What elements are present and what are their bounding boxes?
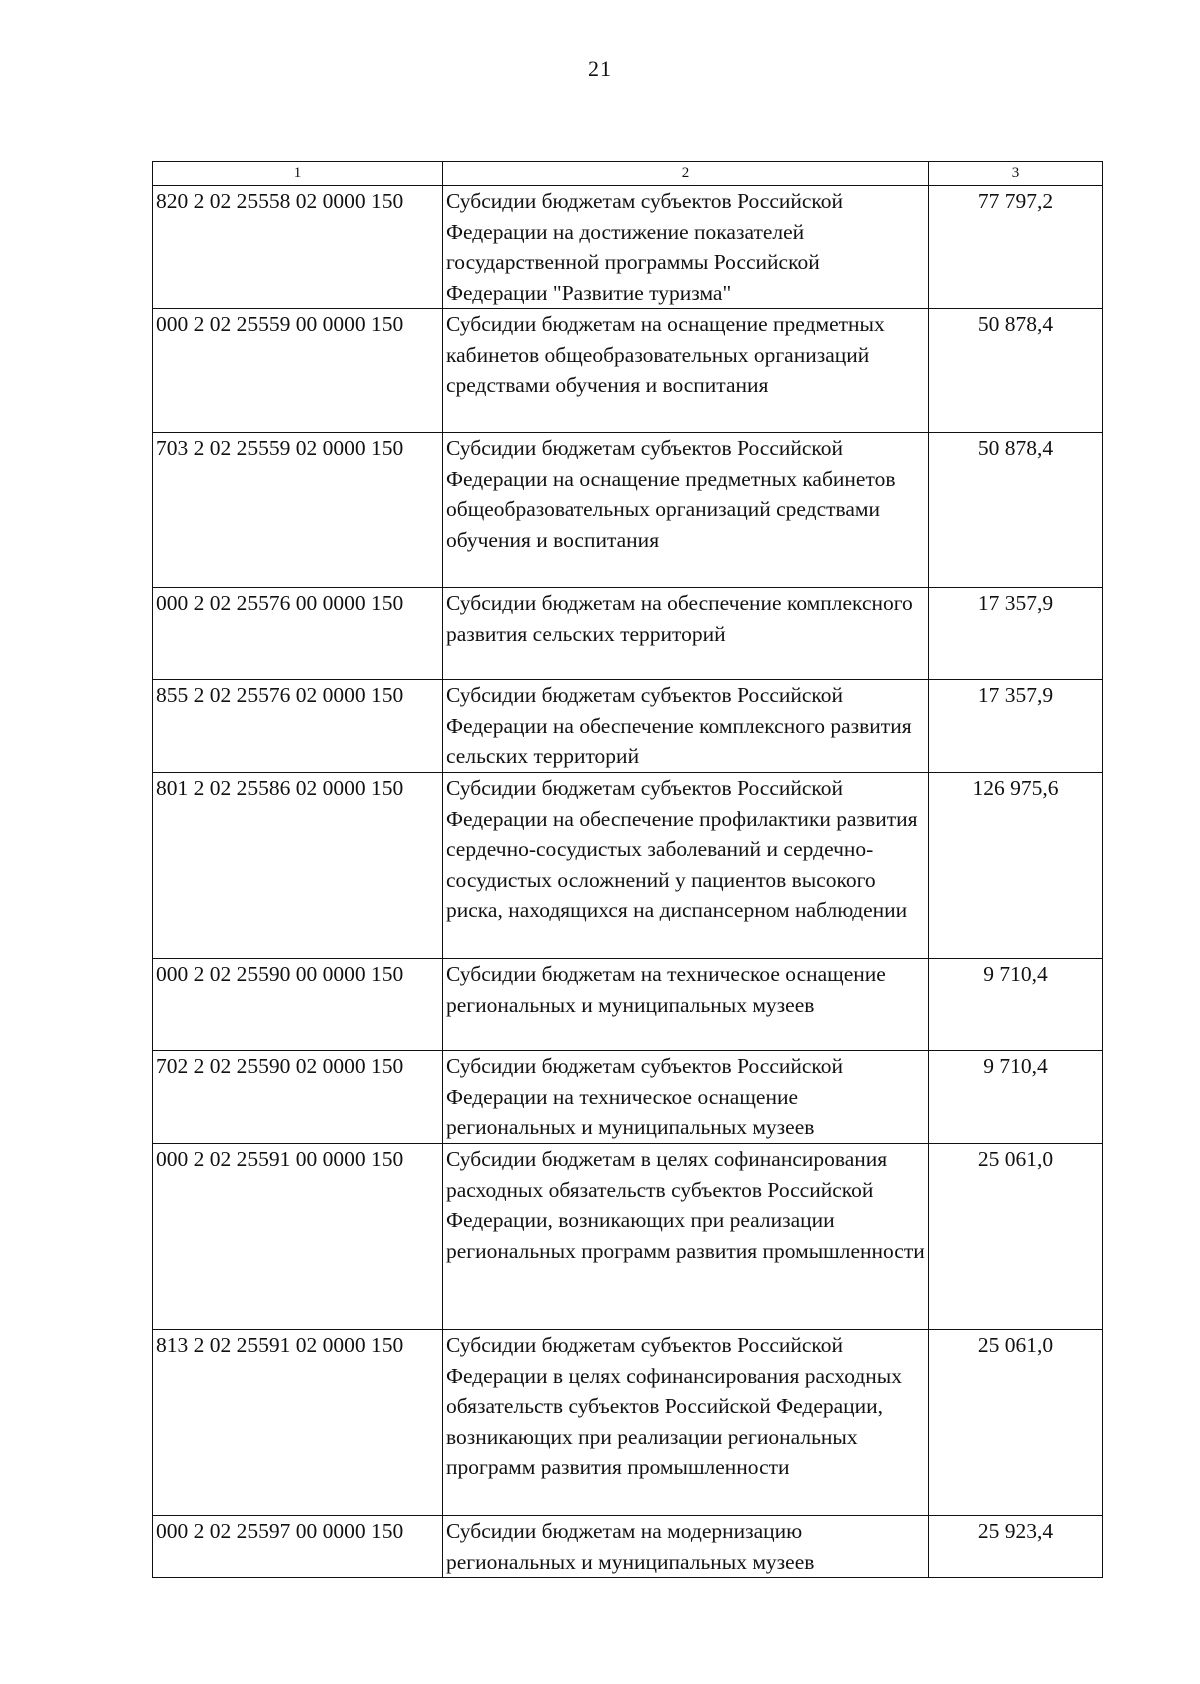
row-name: Субсидии бюджетам на модернизацию региональных и муниципальных музеев — [443, 1516, 929, 1578]
row-name: Субсидии бюджетам субъектов Российской Федерации на обеспечение комплексного развития сельских территорий — [443, 680, 929, 773]
row-code: 000 2 02 25590 00 0000 150 — [153, 959, 443, 1051]
page-number: 21 — [588, 56, 612, 81]
table-row — [153, 309, 1103, 433]
table-row — [153, 1051, 1103, 1144]
row-amount: 25 923,4 — [929, 1516, 1103, 1578]
row-code: 000 2 02 25559 00 0000 150 — [153, 309, 443, 433]
row-name: Субсидии бюджетам на техническое оснащение региональных и муниципальных музеев — [443, 959, 929, 1051]
row-code: 702 2 02 25590 02 0000 150 — [153, 1051, 443, 1144]
row-amount: 77 797,2 — [929, 186, 1103, 309]
row-amount: 9 710,4 — [929, 959, 1103, 1051]
table-row — [153, 1144, 1103, 1330]
row-amount: 25 061,0 — [929, 1330, 1103, 1516]
row-code: 855 2 02 25576 02 0000 150 — [153, 680, 443, 773]
row-name: Субсидии бюджетам субъектов Российской Федерации на техническое оснащение региональных и муниципальных музеев — [443, 1051, 929, 1144]
budget-table — [152, 161, 1103, 1578]
table-row — [153, 1516, 1103, 1578]
table-row — [153, 1330, 1103, 1516]
table-row — [153, 186, 1103, 309]
row-amount: 50 878,4 — [929, 309, 1103, 433]
row-name: Субсидии бюджетам на оснащение предметных кабинетов общеобразовательных организаций средствами обучения и воспитания — [443, 309, 929, 433]
table-row — [153, 773, 1103, 959]
row-name: Субсидии бюджетам субъектов Российской Федерации на оснащение предметных кабинетов общеобразовательных организаций средствами обучения и воспитания — [443, 433, 929, 588]
column-header-1: 1 — [153, 162, 443, 186]
row-code: 000 2 02 25597 00 0000 150 — [153, 1516, 443, 1578]
row-name: Субсидии бюджетам на обеспечение комплексного развития сельских территорий — [443, 588, 929, 680]
column-header-2: 2 — [443, 162, 929, 186]
table-row — [153, 680, 1103, 773]
row-code: 813 2 02 25591 02 0000 150 — [153, 1330, 443, 1516]
row-name: Субсидии бюджетам субъектов Российской Федерации на достижение показателей государственной программы Российской Федерации "Развитие туризма" — [443, 186, 929, 309]
row-code: 703 2 02 25559 02 0000 150 — [153, 433, 443, 588]
table-row — [153, 959, 1103, 1051]
row-code: 801 2 02 25586 02 0000 150 — [153, 773, 443, 959]
column-header-3: 3 — [929, 162, 1103, 186]
table-row — [153, 433, 1103, 588]
table-row — [153, 588, 1103, 680]
row-name: Субсидии бюджетам в целях софинансирования расходных обязательств субъектов Российской Федерации, возникающих при реализации региональных программ развития промышленности — [443, 1144, 929, 1330]
row-amount: 25 061,0 — [929, 1144, 1103, 1330]
row-amount: 17 357,9 — [929, 588, 1103, 680]
row-name: Субсидии бюджетам субъектов Российской Федерации в целях софинансирования расходных обязательств субъектов Российской Федерации, возникающих при реализации региональных программ развития промышленности — [443, 1330, 929, 1516]
row-code: 000 2 02 25576 00 0000 150 — [153, 588, 443, 680]
row-code: 000 2 02 25591 00 0000 150 — [153, 1144, 443, 1330]
row-amount: 9 710,4 — [929, 1051, 1103, 1144]
row-amount: 50 878,4 — [929, 433, 1103, 588]
row-code: 820 2 02 25558 02 0000 150 — [153, 186, 443, 309]
row-amount: 126 975,6 — [929, 773, 1103, 959]
row-name: Субсидии бюджетам субъектов Российской Федерации на обеспечение профилактики развития сердечно-сосудистых заболеваний и сердечно-сосудистых осложнений у пациентов высокого риска, находящихся на диспансерном наблюдении — [443, 773, 929, 959]
table-header-row — [153, 162, 1103, 186]
row-amount: 17 357,9 — [929, 680, 1103, 773]
